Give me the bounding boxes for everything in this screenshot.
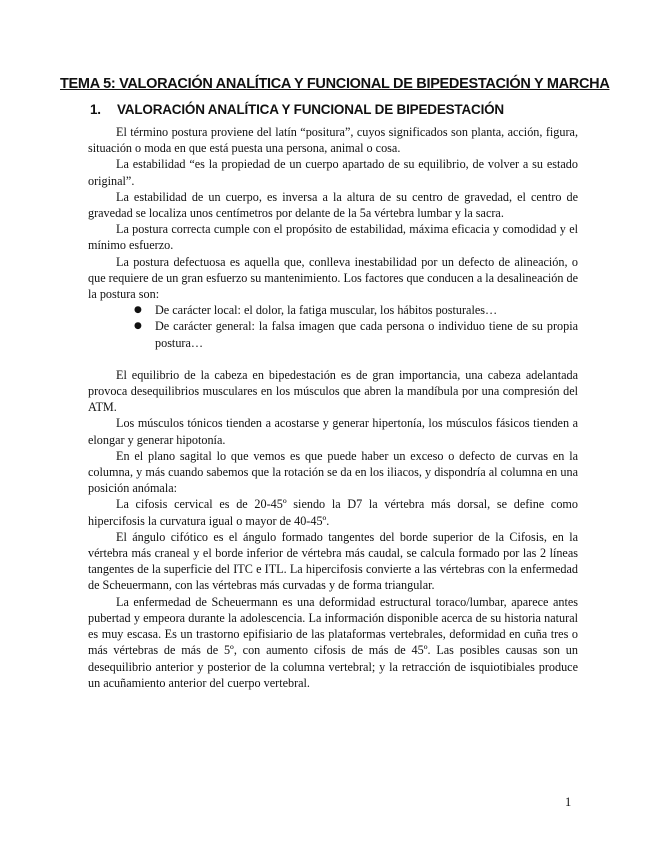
paragraph: La estabilidad “es la propiedad de un cuerpo apartado de su equilibrio, de volver a su estado original”. [88,157,578,188]
paragraph: El término postura proviene del latín “positura”, cuyos significados son planta, acción, figura, situación o moda en que está puesta una persona, animal o cosa. [88,125,578,156]
section-heading [90,102,504,117]
paragraph: El ángulo cifótico es el ángulo formado tangentes del borde superior de la Cifosis, en la vértebra más craneal y el borde inferior de vértebra más caudal, se calcula formado por las 2 líneas tangentes de la superficie del ITC e ITL. La hipercifosis convierte a las vértebras con la enfermedad de Scheuermann, con las vértebras más curvadas y de forma triangular. [88,529,578,593]
paragraph: La cifosis cervical es de 20-45º siendo la D7 la vértebra más dorsal, se define como hipercifosis la curvatura igual o mayor de 40-45º. [88,497,578,528]
list-item: ● De carácter local: el dolor, la fatiga muscular, los hábitos posturales… [134,303,498,318]
spacer [88,351,578,367]
paragraph: La enfermedad de Scheuermann es una deformidad estructural toraco/lumbar, aparece antes pubertad y empeora durante la adolescencia. La información disponible acerca de su historia natural es muy escasa. Es un trastorno epifisiario de las plataformas vertebrales, deformidad en cuña tres o más vértebras de más de 5º, con aumento cifosis de más de 45º. Las posibles causas son un desequilibrio anterior y posterior de la columna vertebral; y la retracción de isquiotibiales produce un acuñamiento anterior del cuerpo vertebral. [88,594,578,690]
paragraph: Los músculos tónicos tienden a acostarse y generar hipertonía, los músculos fásicos tienden a elongar y generar hipotonía. [88,416,578,447]
paragraph: En el plano sagital lo que vemos es que puede haber un exceso o defecto de curvas en la columna, y más cuando sabemos que la rotación se da en los iliacos, y dispondría al columna en una posición anómala: [88,448,578,496]
section-number: 1. [90,102,101,117]
paragraph: El equilibrio de la cabeza en bipedestación es de gran importancia, una cabeza adelantada provoca desequilibrios musculares en los músculos que abren la mandíbula por una compresión del ATM. [88,367,578,415]
list-item: ● De carácter general: la falsa imagen que cada persona o individuo tiene de su propia postura… [134,319,578,350]
paragraph: La postura correcta cumple con el propósito de estabilidad, máxima eficacia y comodidad y el mínimo esfuerzo. [88,222,578,253]
bullet-list [88,302,578,351]
page-number: 1 [565,795,572,809]
bullet-icon: ● [134,305,142,316]
paragraph: La postura defectuosa es aquella que, conlleva inestabilidad por un defecto de alineación, o que requiere de un gran esfuerzo su mantenimiento. Los factores que conducen a la desalineación de la postura son: [88,254,579,302]
bullet-icon: ● [134,321,142,332]
section-heading-text: VALORACIÓN ANALÍTICA Y FUNCIONAL DE BIPEDESTACIÓN [117,102,504,117]
document-body [88,124,578,691]
document-title: TEMA 5: VALORACIÓN ANALÍTICA Y FUNCIONAL DE BIPEDESTACIÓN Y MARCHA [60,76,610,92]
paragraph: La estabilidad de un cuerpo, es inversa a la altura de su centro de gravedad, el centro de gravedad se localiza unos centímetros por delante de la 5a vértebra lumbar y la sacra. [88,189,578,221]
